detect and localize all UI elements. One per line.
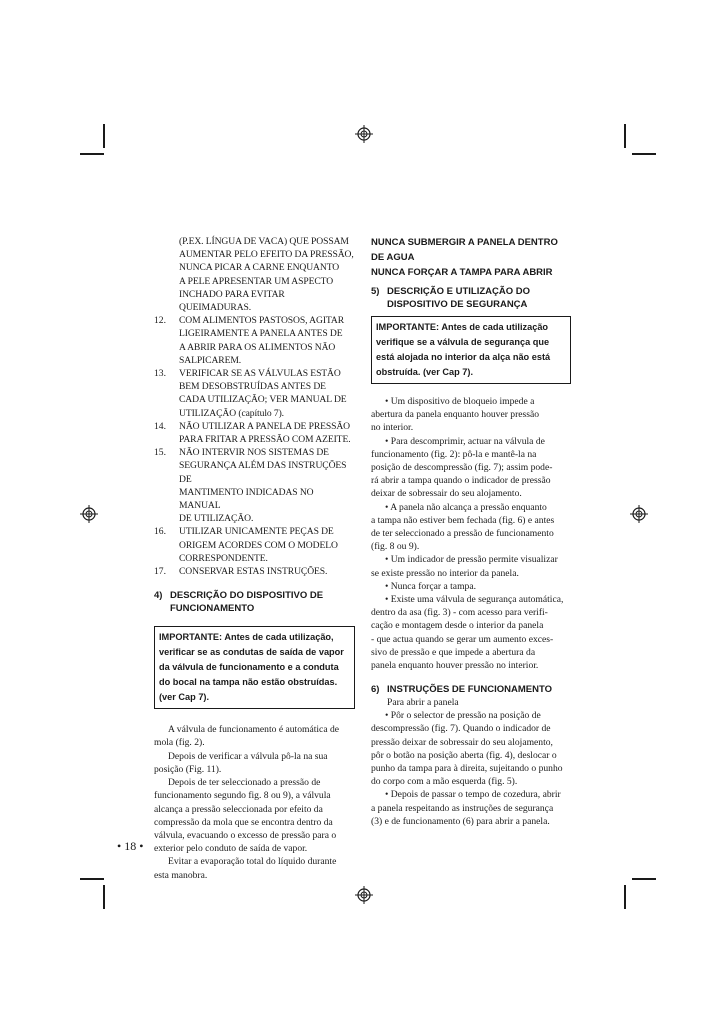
warning-block (371, 235, 571, 280)
text-line: a panela respeitando as instruções de segurança (371, 802, 554, 814)
text-line: dentro da asa (fig. 3) - com acesso para verifi- (371, 607, 548, 619)
bullet-paragraph (371, 709, 571, 788)
text-line: • Nunca forçar a tampa. (385, 580, 476, 592)
notice-line: obstruída. (ver Cap 7). (376, 367, 473, 377)
bullet-paragraph (371, 580, 571, 593)
text-line: NÃO INTERVIR NOS SISTEMAS DE (179, 447, 329, 459)
notice-line: do bocal na tampa não estão obstruídas. (159, 677, 338, 688)
paragraph (154, 776, 355, 855)
list-item-14 (154, 420, 355, 446)
text-line: de ter seleccionado a pressão de funcionamento (371, 528, 554, 540)
text-line: A PELE APRESENTAR UM ASPECTO (179, 275, 334, 287)
registration-target-icon (355, 886, 373, 904)
list-number: 14. (154, 420, 166, 432)
text-line: exterior pelo conduto de saída de vapor. (154, 843, 308, 855)
text-line: • Para descomprimir, actuar na válvula de (385, 435, 545, 447)
text-line: ORIGEM ACORDES COM O MODELO (179, 539, 338, 551)
text-line: BEM DESOBSTRUÍDAS ANTES DE (179, 381, 326, 393)
registration-target-icon (355, 125, 373, 143)
text-line: A válvula de funcionamento é automática de (168, 724, 340, 736)
text-line: INCHADO PARA EVITAR QUEIMADURAS. (179, 288, 285, 314)
text-line: (P.EX. LÍNGUA DE VACA) QUE POSSAM (179, 236, 349, 247)
text-line: UTILIZAR UNICAMENTE PEÇAS DE (179, 526, 334, 538)
text-line: A ABRIR PARA OS ALIMENTOS NÃO (179, 341, 336, 353)
section-subtitle: Para abrir a panela (387, 697, 459, 709)
bullet-paragraph (371, 593, 571, 672)
text-line: do corpo com a mão esquerda (fig. 5). (371, 776, 518, 788)
text-line: CADA UTILIZAÇÃO; VER MANUAL DE (179, 394, 347, 406)
text-line: alcança a pressão seleccionada por efeito da (154, 803, 323, 815)
text-line: NÃO UTILIZAR A PANELA DE PRESSÃO (179, 420, 351, 432)
crop-mark (624, 885, 626, 909)
warning-line: NUNCA SUBMERGIR A PANELA DENTRO (371, 237, 558, 248)
list-item-continuation (154, 235, 355, 314)
text-line: no interior. (371, 422, 414, 434)
list-number: 16. (154, 526, 166, 538)
paragraph (154, 723, 355, 749)
section-title-cont: FUNCIONAMENTO (170, 603, 255, 615)
list-number: 15. (154, 447, 166, 459)
notice-line: verificar se as condutas de saída de vapor (159, 647, 344, 658)
text-line: sivo de pressão e que impede a abertura da (371, 646, 536, 658)
text-line: • Existe uma válvula de segurança automática, (385, 594, 564, 606)
list-item-16 (154, 525, 355, 565)
text-line: • Um indicador de pressão permite visualizar (385, 554, 558, 566)
bullet-paragraph (371, 553, 571, 579)
section-title: INSTRUÇÕES DE FUNCIONAMENTO (387, 684, 553, 696)
text-line: SALPICAREM. (179, 354, 242, 366)
section-title: DESCRIÇÃO E UTILIZAÇÃO DO (387, 286, 531, 297)
text-line: funcionamento segundo fig. 8 ou 9), a válvula (154, 790, 331, 802)
section-heading-4 (154, 589, 355, 615)
section-title: DESCRIÇÃO DO DISPOSITIVO DE (170, 590, 324, 602)
paragraph (154, 750, 355, 776)
warning-line: DE AGUA (371, 252, 415, 263)
warning-line: NUNCA FORÇAR A TAMPA PARA ABRIR (371, 267, 553, 278)
text-line: funcionamento (fig. 2): pô-la e mantê-la na (371, 448, 537, 460)
text-line: posição de descompressão (fig. 7); assim pode- (371, 462, 553, 474)
bullet-paragraph (371, 501, 571, 554)
section-number: 4) (154, 590, 163, 602)
text-line: Depois de verificar a válvula pô-la na sua (168, 750, 328, 762)
text-line: NUNCA PICAR A CARNE ENQUANTO (179, 262, 340, 274)
text-line: punho da tampa para à direita, sujeitando o punho (371, 763, 563, 775)
notice-line: IMPORTANTE: Antes de cada utilização, (159, 632, 334, 643)
paragraph (154, 855, 355, 881)
bullet-paragraph (371, 435, 571, 501)
crop-mark (80, 878, 104, 880)
text-line: deixar de sobressair do seu alojamento. (371, 488, 522, 500)
text-line: AUMENTAR PELO EFEITO DA PRESSÃO, (179, 249, 354, 261)
bullet-paragraph (371, 395, 571, 435)
list-item-12 (154, 314, 355, 367)
list-item-13 (154, 367, 355, 420)
text-line: válvula, evacuando o excesso de pressão para o (154, 829, 337, 841)
section-number: 5) (371, 286, 380, 297)
list-number: 13. (154, 368, 166, 380)
text-line: UTILIZAÇÃO (capítulo 7). (179, 407, 284, 419)
text-line: Depois de ter seleccionado a pressão de (168, 777, 321, 789)
text-line: • Depois de passar o tempo de cozedura, abrir (385, 789, 561, 801)
registration-target-icon (80, 505, 98, 523)
text-line: LIGEIRAMENTE A PANELA ANTES DE (179, 328, 343, 340)
text-line: pôr o botão na posição aberta (fig. 4), deslocar o (371, 749, 557, 761)
text-line: CONSERVAR ESTAS INSTRUÇÕES. (179, 566, 328, 578)
text-line: a tampa não estiver bem fechada (fig. 6) e antes (371, 514, 555, 526)
registration-target-icon (630, 505, 648, 523)
section-number: 6) (371, 684, 380, 696)
notice-line: da válvula de funcionamento e a conduta (159, 662, 339, 673)
left-column (154, 235, 355, 882)
important-notice-box (154, 626, 355, 709)
crop-mark (632, 878, 656, 880)
text-line: MANTIMENTO INDICADAS NO MANUAL (179, 486, 314, 512)
text-line: COM ALIMENTOS PASTOSOS, AGITAR (179, 315, 345, 327)
text-line: DE UTILIZAÇÃO. (179, 513, 254, 525)
text-line: (3) e de funcionamento (6) para abrir a panela. (371, 815, 550, 827)
crop-mark (103, 885, 105, 909)
list-number: 12. (154, 315, 166, 327)
text-line: abertura da panela enquanto houver pressão (371, 409, 540, 421)
crop-mark (632, 153, 656, 155)
crop-mark (103, 124, 105, 148)
text-line: panela enquanto houver pressão no interior. (371, 660, 539, 672)
important-notice-box (371, 316, 571, 384)
bullet-paragraph (371, 788, 571, 828)
list-item-15 (154, 446, 355, 525)
section-title-cont: DISPOSITIVO DE SEGURANÇA (387, 299, 528, 310)
right-column (371, 235, 571, 828)
notice-line: IMPORTANTE: Antes de cada utilização (376, 322, 549, 332)
text-line: - que actua quando se gerar um aumento exces- (371, 633, 554, 645)
text-line: Evitar a evaporação total do líquido durante (168, 856, 337, 868)
page-number: • 18 • (117, 839, 144, 853)
text-line: • Pôr o selector de pressão na posição de (385, 710, 541, 722)
crop-mark (80, 153, 104, 155)
text-line: rá abrir a tampa quando o indicador de pressão (371, 475, 551, 487)
text-line: • A panela não alcança a pressão enquanto (385, 501, 547, 513)
text-line: SEGURANÇA ALÉM DAS INSTRUÇÕES DE (179, 460, 347, 485)
notice-line: verifique se a válvula de segurança que (376, 337, 550, 347)
section-heading-5 (371, 285, 571, 311)
text-line: compressão da mola que se encontra dentro da (154, 816, 333, 828)
text-line: PARA FRITAR A PRESSÃO COM AZEITE. (179, 434, 351, 446)
text-line: posição (Fig. 11). (154, 763, 222, 775)
text-line: descompressão (fig. 7). Quando o indicador de (371, 723, 551, 735)
text-line: esta manobra. (154, 869, 208, 881)
text-line: se existe pressão no interior da panela. (371, 567, 519, 579)
text-line: cação e montagem desde o interior da panela (371, 620, 544, 632)
text-line: mola (fig. 2). (154, 737, 205, 749)
text-line: • Um dispositivo de bloqueio impede a (385, 396, 535, 407)
crop-mark (624, 124, 626, 148)
text-line: CORRESPONDENTE. (179, 552, 268, 564)
list-number: 17. (154, 566, 166, 578)
notice-line: (ver Cap 7). (159, 692, 210, 703)
text-line: VERIFICAR SE AS VÁLVULAS ESTÃO (179, 368, 341, 380)
section-heading-6 (371, 683, 571, 709)
notice-line: está alojada no interior da alça não está (376, 352, 551, 362)
text-line: pressão deixar de sobressair do seu alojamento, (371, 736, 553, 748)
text-line: (fig. 8 ou 9). (371, 541, 420, 553)
list-item-17 (154, 565, 355, 578)
